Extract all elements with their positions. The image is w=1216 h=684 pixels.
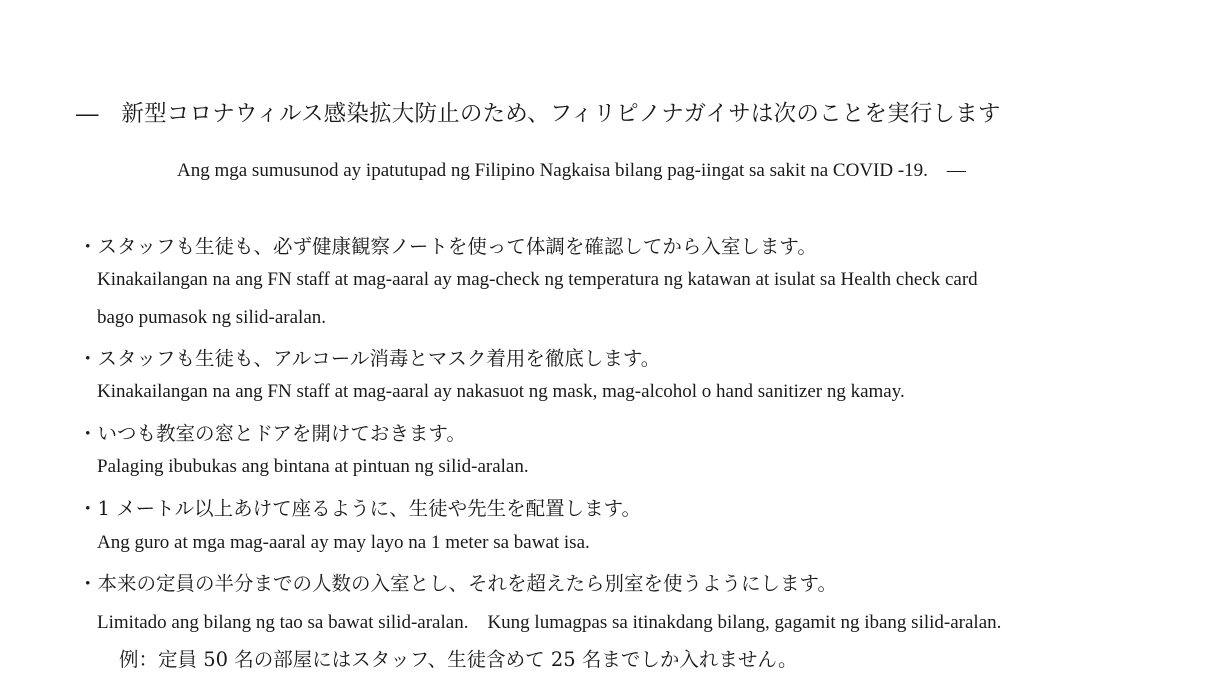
rule-3-filipino: Palaging ibubukas ang bintana at pintuan ng silid-aralan. [97, 456, 529, 477]
rule-5-japanese: ・本来の定員の半分までの人数の入室とし、それを超えたら別室を使うようにします。 [78, 572, 837, 595]
rule-2-filipino: Kinakailangan na ang FN staff at mag-aaral ay nakasuot ng mask, mag-alcohol o hand sanitizer ng kamay. [97, 381, 905, 402]
rule-2-japanese: ・スタッフも生徒も、アルコール消毒とマスク着用を徹底します。 [78, 347, 661, 370]
rule-1-filipino-line-1: Kinakailangan na ang FN staff at mag-aaral ay mag-check ng temperatura ng katawan at isulat sa Health check card [97, 269, 978, 290]
rule-5-example-japanese: 例：定員 50 名の部屋にはスタッフ、生徒含めて 25 名までしか入れません。 [119, 648, 798, 671]
rule-3-japanese: ・いつも教室の窓とドアを開けておきます。 [78, 422, 466, 445]
title-filipino: Ang mga sumusunod ay ipatutupad ng Filipino Nagkaisa bilang pag-iingat sa sakit na COVID -19. ― [177, 160, 966, 181]
rule-1-filipino-line-2: bago pumasok ng silid-aralan. [97, 307, 327, 328]
rule-4-japanese: ・1 メートル以上あけて座るように、生徒や先生を配置します。 [78, 497, 642, 520]
rule-4-filipino: Ang guro at mga mag-aaral ay may layo na 1 meter sa bawat isa. [97, 532, 590, 553]
rule-5-filipino: Limitado ang bilang ng tao sa bawat silid-aralan. Kung lumagpas sa itinakdang bilang, gagamit ng ibang silid-aralan. [97, 612, 1002, 633]
title-japanese: ― 新型コロナウィルス感染拡大防止のため、フィリピノナガイサは次のことを実行します [76, 101, 1001, 127]
rule-1-japanese: ・スタッフも生徒も、必ず健康観察ノートを使って体調を確認してから入室します。 [78, 235, 817, 258]
